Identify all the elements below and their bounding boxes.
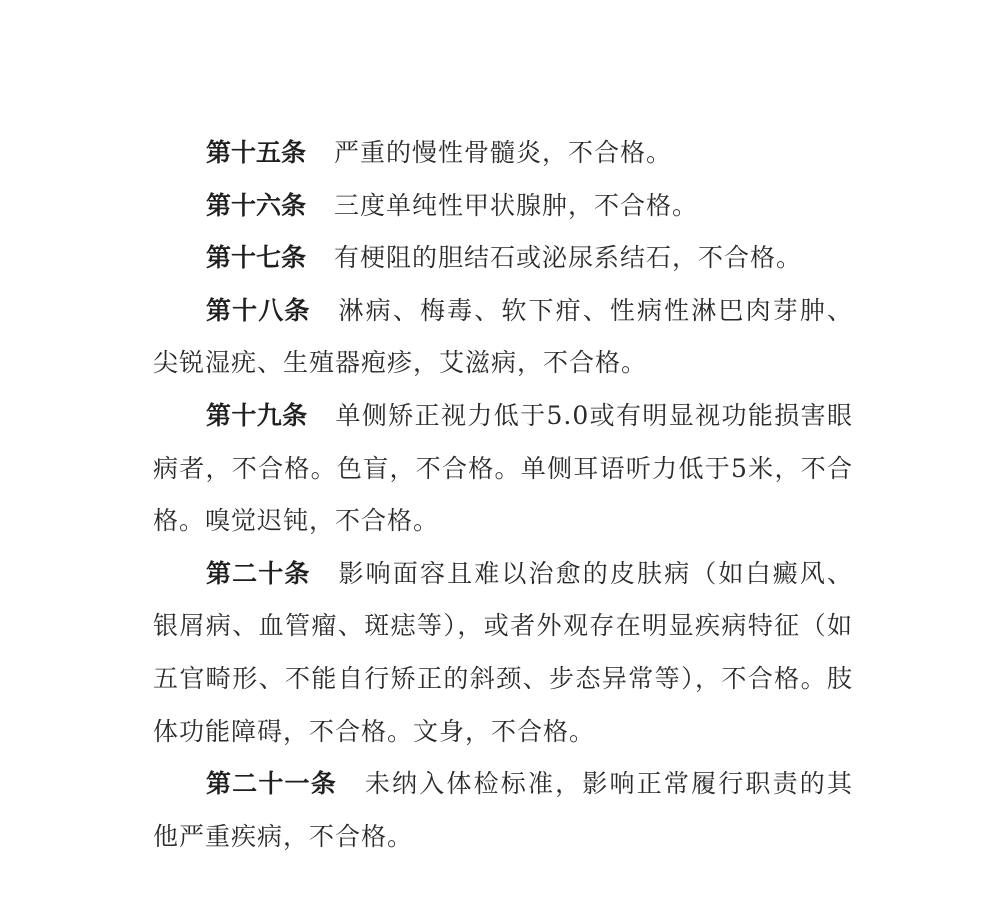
article-text: 三度单纯性甲状腺肿，不合格。 (334, 190, 699, 220)
article-text: 严重的慢性骨髓炎，不合格。 (334, 138, 673, 167)
article-number: 第十六条 (206, 190, 307, 220)
article-number: 第二十一条 (206, 769, 337, 799)
article-19 (153, 390, 853, 548)
article-text: 影响面容且难以治愈的皮肤病（如白癜风、银屑病、血管瘤、斑痣等），或者外观存在明显疾病特征（如五官畸形、不能自行矫正的斜颈、步态异常等），不合格。肢体功能障碍，不合格。文身，不合格。 (153, 558, 853, 746)
article-18 (153, 285, 853, 390)
article-text: 单侧矫正视力低于5.0或有明显视功能损害眼病者，不合格。色盲，不合格。单侧耳语听力低于5米，不合格。嗅觉迟钝，不合格。 (153, 400, 853, 536)
article-number: 第十八条 (206, 295, 311, 325)
article-21 (153, 758, 853, 863)
article-list (153, 127, 853, 863)
article-number: 第二十条 (206, 558, 311, 588)
article-17 (153, 232, 853, 285)
article-text: 有梗阻的胆结石或泌尿系结石，不合格。 (334, 243, 803, 273)
article-number: 第十九条 (206, 400, 308, 430)
article-text: 未纳入体检标准，影响正常履行职责的其他严重疾病，不合格。 (153, 769, 853, 851)
article-text: 淋病、梅毒、软下疳、性病性淋巴肉芽肿、尖锐湿疣、生殖器疱疹，艾滋病，不合格。 (153, 295, 853, 378)
article-15 (153, 127, 853, 180)
article-20 (153, 548, 853, 758)
article-16 (153, 180, 853, 233)
article-number: 第十五条 (206, 138, 307, 167)
article-number: 第十七条 (206, 243, 307, 273)
